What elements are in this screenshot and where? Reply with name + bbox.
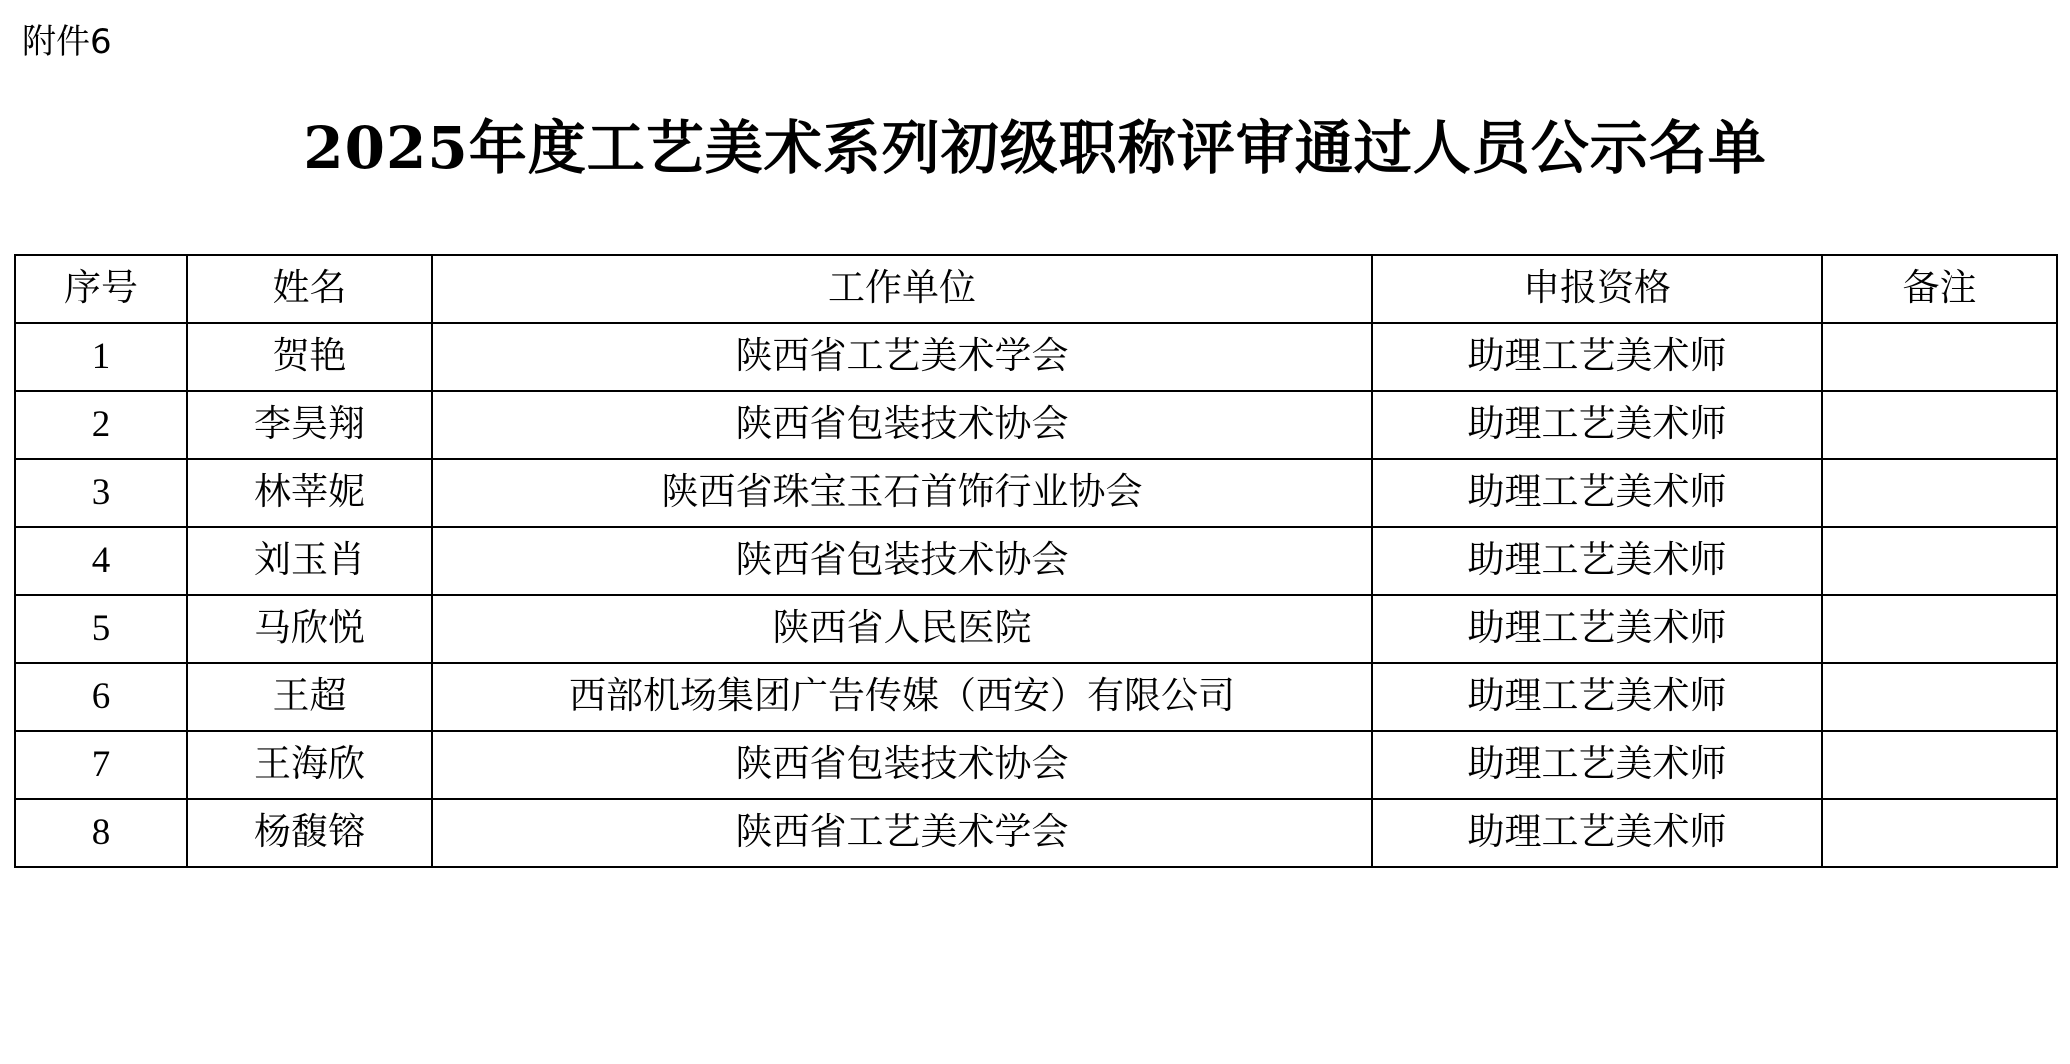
cell-qualification: 助理工艺美术师	[1372, 391, 1822, 459]
cell-remarks	[1822, 731, 2057, 799]
cell-name: 刘玉肖	[187, 527, 432, 595]
cell-index: 5	[15, 595, 187, 663]
table-row	[15, 799, 2057, 867]
cell-work-unit: 陕西省包装技术协会	[432, 391, 1372, 459]
cell-remarks	[1822, 663, 2057, 731]
cell-qualification: 助理工艺美术师	[1372, 799, 1822, 867]
cell-index: 2	[15, 391, 187, 459]
table-row	[15, 527, 2057, 595]
cell-work-unit: 陕西省珠宝玉石首饰行业协会	[432, 459, 1372, 527]
approved-personnel-table	[14, 254, 2058, 868]
cell-index: 3	[15, 459, 187, 527]
cell-name: 王海欣	[187, 731, 432, 799]
cell-qualification: 助理工艺美术师	[1372, 323, 1822, 391]
cell-work-unit: 陕西省包装技术协会	[432, 527, 1372, 595]
cell-remarks	[1822, 595, 2057, 663]
cell-index: 7	[15, 731, 187, 799]
column-header-name: 姓名	[187, 255, 432, 323]
cell-remarks	[1822, 391, 2057, 459]
cell-name: 马欣悦	[187, 595, 432, 663]
column-header-index: 序号	[15, 255, 187, 323]
cell-work-unit: 陕西省工艺美术学会	[432, 799, 1372, 867]
column-header-work-unit: 工作单位	[432, 255, 1372, 323]
cell-qualification: 助理工艺美术师	[1372, 527, 1822, 595]
table-row	[15, 323, 2057, 391]
cell-remarks	[1822, 527, 2057, 595]
table-row	[15, 459, 2057, 527]
page-title: 2025年度工艺美术系列初级职称评审通过人员公示名单	[303, 114, 1767, 182]
table-row	[15, 391, 2057, 459]
table-row	[15, 595, 2057, 663]
cell-name: 贺艳	[187, 323, 432, 391]
table-row	[15, 731, 2057, 799]
cell-qualification: 助理工艺美术师	[1372, 663, 1822, 731]
cell-remarks	[1822, 799, 2057, 867]
cell-index: 8	[15, 799, 187, 867]
cell-qualification: 助理工艺美术师	[1372, 459, 1822, 527]
attachment-label: 附件6	[22, 22, 112, 62]
table-row	[15, 663, 2057, 731]
cell-work-unit: 陕西省工艺美术学会	[432, 323, 1372, 391]
column-header-remarks: 备注	[1822, 255, 2057, 323]
cell-name: 杨馥镕	[187, 799, 432, 867]
cell-index: 4	[15, 527, 187, 595]
cell-qualification: 助理工艺美术师	[1372, 595, 1822, 663]
cell-work-unit: 陕西省包装技术协会	[432, 731, 1372, 799]
cell-qualification: 助理工艺美术师	[1372, 731, 1822, 799]
column-header-qualification: 申报资格	[1372, 255, 1822, 323]
cell-remarks	[1822, 459, 2057, 527]
cell-index: 6	[15, 663, 187, 731]
cell-remarks	[1822, 323, 2057, 391]
cell-name: 林莘妮	[187, 459, 432, 527]
cell-name: 李昊翔	[187, 391, 432, 459]
cell-work-unit: 西部机场集团广告传媒（西安）有限公司	[432, 663, 1372, 731]
cell-index: 1	[15, 323, 187, 391]
cell-work-unit: 陕西省人民医院	[432, 595, 1372, 663]
table-header-row	[15, 255, 2057, 323]
cell-name: 王超	[187, 663, 432, 731]
